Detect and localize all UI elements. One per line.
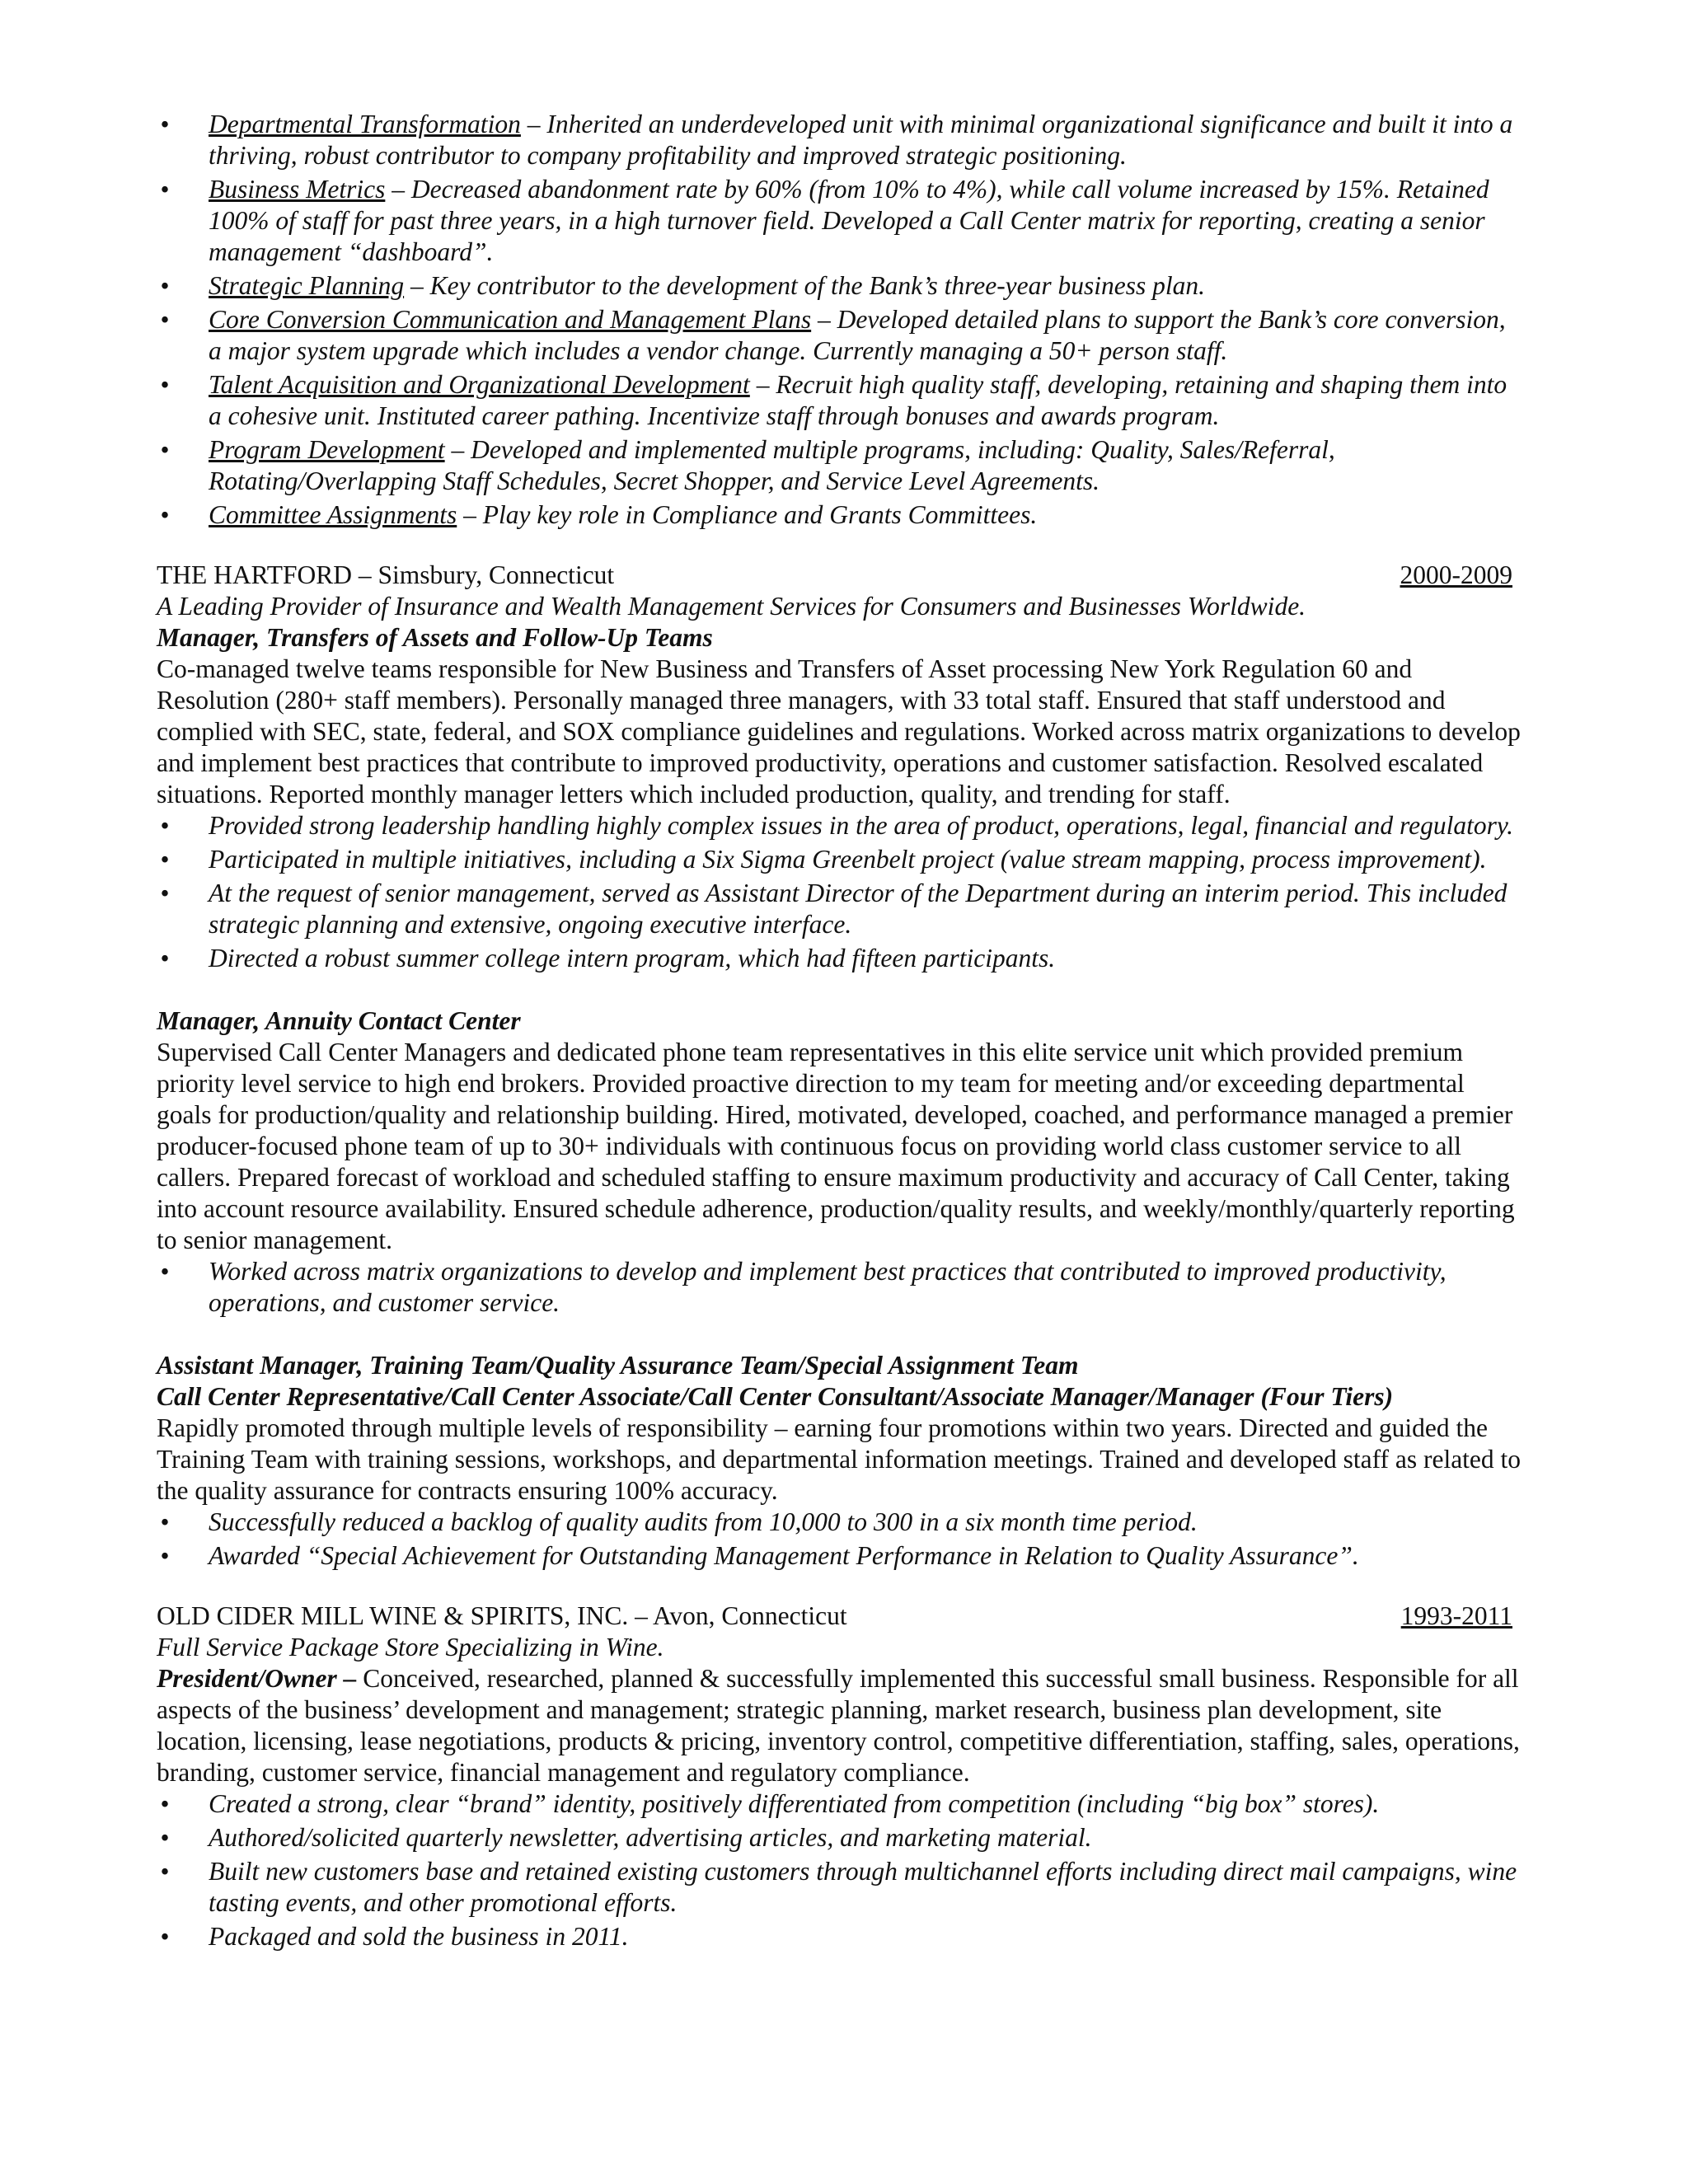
- bullet-icon: •: [160, 1507, 170, 1536]
- list-item: [157, 1256, 1525, 1319]
- bullet-icon: •: [160, 1823, 170, 1852]
- list-item: [157, 109, 1525, 171]
- bullet-text: Successfully reduced a backlog of quality audits from 10,000 to 300 in a six month time period.: [209, 1507, 1198, 1536]
- bullet-icon: •: [160, 271, 170, 300]
- bullet-icon: •: [160, 370, 170, 399]
- list-item: [157, 810, 1525, 841]
- role-title: Manager, Annuity Contact Center: [157, 1006, 521, 1035]
- bullet-heading: Business Metrics: [209, 175, 386, 204]
- bullet-text: Authored/solicited quarterly newsletter, advertising articles, and marketing material.: [209, 1823, 1092, 1852]
- list-item: [157, 304, 1525, 367]
- company-name: OLD CIDER MILL WINE & SPIRITS, INC. – Avon, Connecticut: [157, 1601, 847, 1630]
- bullet-icon: •: [160, 879, 170, 907]
- bullet-text: Worked across matrix organizations to develop and implement best practices that contributed to improved productivity, operations, and customer service.: [209, 1257, 1447, 1317]
- list-item: [157, 270, 1525, 302]
- company-name: THE HARTFORD – Simsbury, Connecticut: [157, 560, 615, 589]
- list-item: [157, 1788, 1525, 1820]
- list-item: [157, 1822, 1525, 1854]
- list-item: [157, 1856, 1525, 1919]
- list-item: [157, 499, 1525, 531]
- bullet-icon: •: [160, 110, 170, 138]
- bullet-icon: •: [160, 1857, 170, 1886]
- bullet-heading: Committee Assignments: [209, 500, 457, 529]
- list-item: [157, 1540, 1525, 1572]
- bullet-heading: Departmental Transformation: [209, 110, 521, 138]
- role-description-text: Conceived, researched, planned & successfully implemented this successful small business. Responsible for all aspects of the business’ development and management; strategic planning, market research, business plan development, site location, licensing, lease negotiations, products & pricing, inventory control, competitive differentiation, staffing, sales, operations, branding, customer service, financial management and regulatory compliance.: [157, 1664, 1520, 1787]
- role-title-secondary: Call Center Representative/Call Center Associate/Call Center Consultant/Associate Manager/Manager (Four Tiers): [157, 1382, 1394, 1411]
- company-header-cider: [157, 1601, 1512, 1632]
- bullet-text: Created a strong, clear “brand” identity, positively differentiated from competition (including “big box” stores).: [209, 1789, 1380, 1818]
- resume-page: [157, 109, 1525, 1955]
- list-item: [157, 434, 1525, 497]
- bullet-text: Directed a robust summer college intern program, which had fifteen participants.: [209, 944, 1056, 972]
- bullet-icon: •: [160, 500, 170, 529]
- bullet-text: Built new customers base and retained existing customers through multichannel efforts including direct mail campaigns, wine tasting events, and other promotional efforts.: [209, 1857, 1517, 1917]
- company-dates: 1993-2011: [1400, 1601, 1512, 1630]
- bullet-text: At the request of senior management, served as Assistant Director of the Department during an interim period. This included strategic planning and extensive, ongoing executive interface.: [209, 879, 1507, 939]
- bullet-icon: •: [160, 944, 170, 972]
- bullet-text: Awarded “Special Achievement for Outstanding Management Performance in Relation to Quality Assurance”.: [209, 1541, 1359, 1570]
- bullet-icon: •: [160, 845, 170, 874]
- bullet-icon: •: [160, 435, 170, 464]
- role-title: Manager, Transfers of Assets and Follow-Up Teams: [157, 623, 713, 652]
- role-bullets: [157, 810, 1525, 974]
- bullet-icon: •: [160, 1257, 170, 1286]
- bullet-text: Provided strong leadership handling highly complex issues in the area of product, operations, legal, financial and regulatory.: [209, 811, 1513, 840]
- list-item: [157, 1921, 1525, 1952]
- company-tagline: A Leading Provider of Insurance and Wealth Management Services for Consumers and Businesses Worldwide.: [157, 592, 1306, 621]
- bullet-text: – Inherited an underdeveloped unit with minimal organizational significance and built it into a thriving, robust contributor to company profitability and improved strategic positioning.: [209, 110, 1513, 170]
- role-bullets: [157, 1507, 1525, 1572]
- bullet-text: – Decreased abandonment rate by 60% (from 10% to 4%), while call volume increased by 15%. Retained 100% of staff for past three years, in a high turnover field. Developed a Call Center matrix for reporting, creating a senior management “dashboard”.: [209, 175, 1489, 266]
- role-bullets: [157, 1788, 1525, 1952]
- list-item: [157, 943, 1525, 974]
- bullet-icon: •: [160, 1541, 170, 1570]
- company-header-hartford: [157, 560, 1512, 591]
- bullet-text: – Developed detailed plans to support the Bank’s core conversion, a major system upgrade which includes a vendor change. Currently managing a 50+ person staff.: [209, 305, 1506, 365]
- list-item: [157, 844, 1525, 875]
- list-item: [157, 1507, 1525, 1538]
- bullet-icon: •: [160, 175, 170, 204]
- bullet-icon: •: [160, 1922, 170, 1951]
- company-dates: 2000-2009: [1400, 560, 1512, 589]
- bullet-text: Participated in multiple initiatives, including a Six Sigma Greenbelt project (value stream mapping, process improvement).: [209, 845, 1487, 874]
- bullet-text: – Recruit high quality staff, developing, retaining and shaping them into a cohesive unit. Instituted career pathing. Incentivize staff through bonuses and awards program.: [209, 370, 1507, 430]
- list-item: [157, 174, 1525, 268]
- role-title: President/Owner –: [157, 1664, 357, 1693]
- company-tagline: Full Service Package Store Specializing in Wine.: [157, 1633, 664, 1661]
- bullet-icon: •: [160, 1789, 170, 1818]
- bullet-heading: Core Conversion Communication and Management Plans: [209, 305, 812, 334]
- role-description: Co-managed twelve teams responsible for New Business and Transfers of Asset processing New York Regulation 60 and Resolution (280+ staff members). Personally managed three managers, with 33 total staff. Ensured that staff understood and complied with SEC, state, federal, and SOX compliance guidelines and regulations. Worked across matrix organizations to develop and implement best practices that contribute to improved productivity, operations and customer satisfaction. Resolved escalated situations. Reported monthly manager letters which included production, quality, and trending for staff.: [157, 654, 1521, 808]
- bullet-text: Packaged and sold the business in 2011.: [209, 1922, 629, 1951]
- bullet-icon: •: [160, 811, 170, 840]
- role-bullets: [157, 1256, 1525, 1319]
- list-item: [157, 369, 1525, 432]
- bullet-text: – Developed and implemented multiple programs, including: Quality, Sales/Referral, Rotating/Overlapping Staff Schedules, Secret Shopper, and Service Level Agreements.: [209, 435, 1335, 495]
- bullet-heading: Strategic Planning: [209, 271, 405, 300]
- role-title: Assistant Manager, Training Team/Quality Assurance Team/Special Assignment Team: [157, 1351, 1079, 1380]
- bullet-text: – Play key role in Compliance and Grants Committees.: [457, 500, 1038, 529]
- role-description: Rapidly promoted through multiple levels of responsibility – earning four promotions within two years. Directed and guided the Training Team with training sessions, workshops, and departmental information meetings. Trained and developed staff as related to the quality assurance for contracts ensuring 100% accuracy.: [157, 1413, 1522, 1505]
- bullet-icon: •: [160, 305, 170, 334]
- role-description: [157, 1663, 1525, 1788]
- bullet-heading: Talent Acquisition and Organizational Development: [209, 370, 750, 399]
- achievements-list: [157, 109, 1525, 531]
- bullet-heading: Program Development: [209, 435, 445, 464]
- role-description: Supervised Call Center Managers and dedicated phone team representatives in this elite service unit which provided premium priority level service to high end brokers. Provided proactive direction to my team for meeting and/or exceeding departmental goals for production/quality and relationship building. Hired, motivated, developed, coached, and performance managed a premier producer-focused phone team of up to 30+ individuals with continuous focus on providing world class customer service to all callers. Prepared forecast of workload and scheduled staffing to ensure maximum productivity and accuracy of Call Center, taking into account resource availability. Ensured schedule adherence, production/quality results, and weekly/monthly/quarterly reporting to senior management.: [157, 1038, 1515, 1254]
- bullet-text: – Key contributor to the development of the Bank’s three-year business plan.: [404, 271, 1206, 300]
- list-item: [157, 878, 1525, 940]
